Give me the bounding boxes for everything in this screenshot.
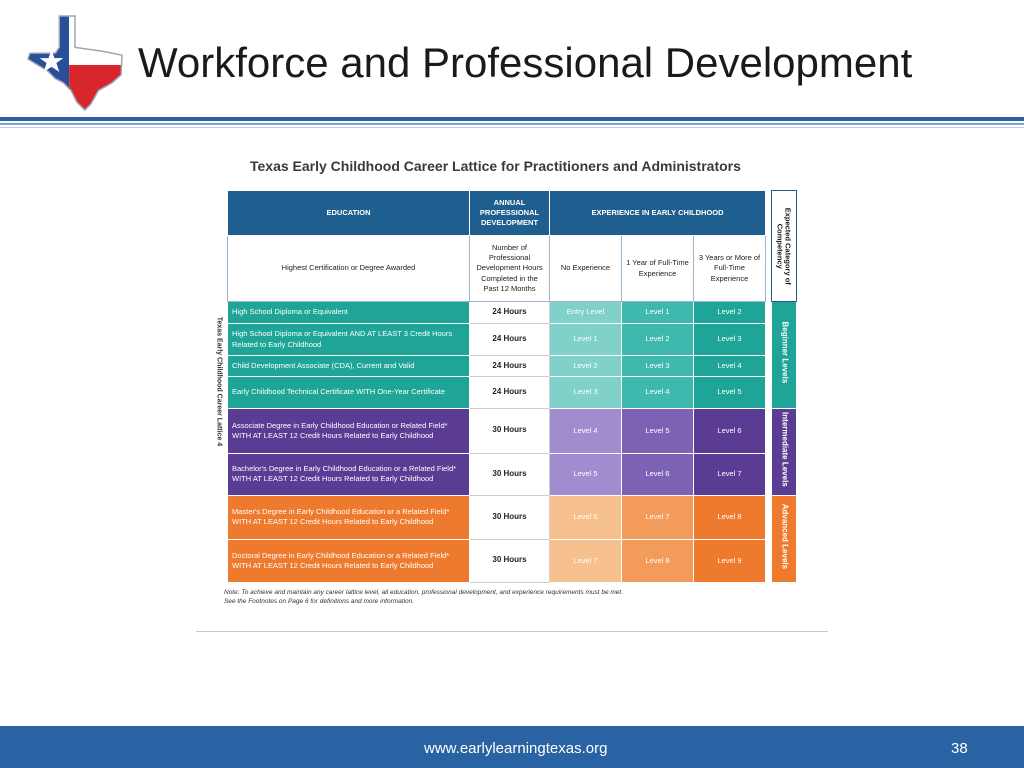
level-cell: Level 5 xyxy=(694,377,766,409)
hours-cell: 30 Hours xyxy=(470,409,550,454)
level-cell: Level 6 xyxy=(694,409,766,454)
level-cell: Level 6 xyxy=(550,496,622,540)
education-cell: Doctoral Degree in Early Childhood Education or a Related Field* WITH AT LEAST 12 Credit Hours Related to Early Childhood xyxy=(228,539,470,583)
table-row xyxy=(228,539,797,583)
slide-title: Workforce and Professional Development xyxy=(138,39,913,86)
hours-cell: 24 Hours xyxy=(470,324,550,356)
education-cell: Associate Degree in Early Childhood Education or Related Field* WITH AT LEAST 12 Credit Hours Related to Early Childhood xyxy=(228,409,470,454)
level-cell: Level 2 xyxy=(550,356,622,377)
level-cell: Level 9 xyxy=(694,539,766,583)
title-divider-thin-2 xyxy=(0,127,1024,128)
level-cell: Level 7 xyxy=(550,539,622,583)
level-cell: Level 4 xyxy=(694,356,766,377)
header-education: EDUCATION xyxy=(228,191,470,236)
note-line-2: See the Footnotes on Page 6 for definitions and more information. xyxy=(224,598,415,606)
row-spacer xyxy=(766,539,772,583)
note-line-1: Note: To achieve and maintain any career lattice level, all education, professional development, and experience requirements must be met. xyxy=(224,589,624,596)
table-row xyxy=(228,409,797,454)
subheader-pd-hours: Number of Professional Development Hours Completed in the Past 12 Months xyxy=(470,236,550,302)
table-row xyxy=(228,356,797,377)
table-row xyxy=(228,453,797,496)
subheader-three-years: 3 Years or More of Full-Time Experience xyxy=(694,236,766,302)
header-competency xyxy=(772,191,797,302)
education-cell: Bachelor's Degree in Early Childhood Education or a Related Field* WITH AT LEAST 12 Credit Hours Related to Early Childhood xyxy=(228,453,470,496)
education-cell: Early Childhood Technical Certificate WITH One-Year Certificate xyxy=(228,377,470,409)
level-cell: Level 3 xyxy=(694,324,766,356)
hours-cell: 24 Hours xyxy=(470,377,550,409)
level-cell: Level 1 xyxy=(550,324,622,356)
footer-url: www.earlylearningtexas.org xyxy=(424,740,608,757)
level-cell: Level 8 xyxy=(694,496,766,540)
category-beginner xyxy=(772,302,797,409)
category-beginner-label: Beginner Levels xyxy=(780,321,790,384)
table-row xyxy=(228,324,797,356)
level-cell: Level 2 xyxy=(694,302,766,324)
table-row xyxy=(228,496,797,540)
level-cell: Level 4 xyxy=(622,377,694,409)
level-cell: Level 8 xyxy=(622,539,694,583)
hours-cell: 24 Hours xyxy=(470,356,550,377)
hours-cell: 30 Hours xyxy=(470,539,550,583)
lattice-side-label xyxy=(214,316,226,450)
category-intermediate-label: Intermediate Levels xyxy=(780,412,790,487)
footer-bar xyxy=(0,726,1024,768)
row-spacer xyxy=(766,453,772,496)
level-cell: Level 4 xyxy=(550,409,622,454)
header-competency-text: Expected Category of Competency xyxy=(775,207,793,285)
header-annual-pd: ANNUAL PROFESSIONAL DEVELOPMENT xyxy=(470,191,550,236)
category-advanced xyxy=(772,496,797,583)
table-row xyxy=(228,377,797,409)
header-experience: EXPERIENCE IN EARLY CHILDHOOD xyxy=(550,191,766,236)
level-cell: Level 5 xyxy=(622,409,694,454)
table-subheader-row xyxy=(228,236,797,302)
texas-flag-logo-icon xyxy=(26,14,124,112)
level-cell: Level 3 xyxy=(550,377,622,409)
category-intermediate xyxy=(772,409,797,496)
row-spacer xyxy=(766,377,772,409)
note-divider xyxy=(196,631,828,632)
level-cell: Level 2 xyxy=(622,324,694,356)
level-cell: Level 7 xyxy=(694,453,766,496)
hours-cell: 30 Hours xyxy=(470,496,550,540)
level-cell: Level 5 xyxy=(550,453,622,496)
education-cell: High School Diploma or Equivalent xyxy=(228,302,470,324)
lattice-side-label-text: Texas Early Childhood Career Lattice 4 xyxy=(215,316,223,447)
level-cell: Entry Level xyxy=(550,302,622,324)
row-spacer xyxy=(766,324,772,356)
table-row xyxy=(228,302,797,324)
career-lattice-table xyxy=(227,190,797,583)
title-divider-thin-1 xyxy=(0,123,1024,125)
level-cell: Level 7 xyxy=(622,496,694,540)
page-number: 38 xyxy=(951,740,968,757)
hours-cell: 24 Hours xyxy=(470,302,550,324)
category-advanced-label: Advanced Levels xyxy=(780,503,790,570)
subheader-highest: Highest Certification or Degree Awarded xyxy=(228,236,470,302)
education-cell: Child Development Associate (CDA), Current and Valid xyxy=(228,356,470,377)
subheader-one-year: 1 Year of Full-Time Experience xyxy=(622,236,694,302)
lattice-title: Texas Early Childhood Career Lattice for Practitioners and Administrators xyxy=(250,158,741,174)
subheader-spacer xyxy=(766,236,772,302)
title-divider xyxy=(0,117,1024,121)
table-header-row xyxy=(228,191,797,236)
lattice-note xyxy=(224,588,784,606)
education-cell: Master's Degree in Early Childhood Education or a Related Field* WITH AT LEAST 12 Credit Hours Related to Early Childhood xyxy=(228,496,470,540)
level-cell: Level 6 xyxy=(622,453,694,496)
level-cell: Level 1 xyxy=(622,302,694,324)
subheader-no-exp: No Experience xyxy=(550,236,622,302)
level-cell: Level 3 xyxy=(622,356,694,377)
row-spacer xyxy=(766,356,772,377)
hours-cell: 30 Hours xyxy=(470,453,550,496)
education-cell: High School Diploma or Equivalent AND AT LEAST 3 Credit Hours Related to Early Childhood xyxy=(228,324,470,356)
